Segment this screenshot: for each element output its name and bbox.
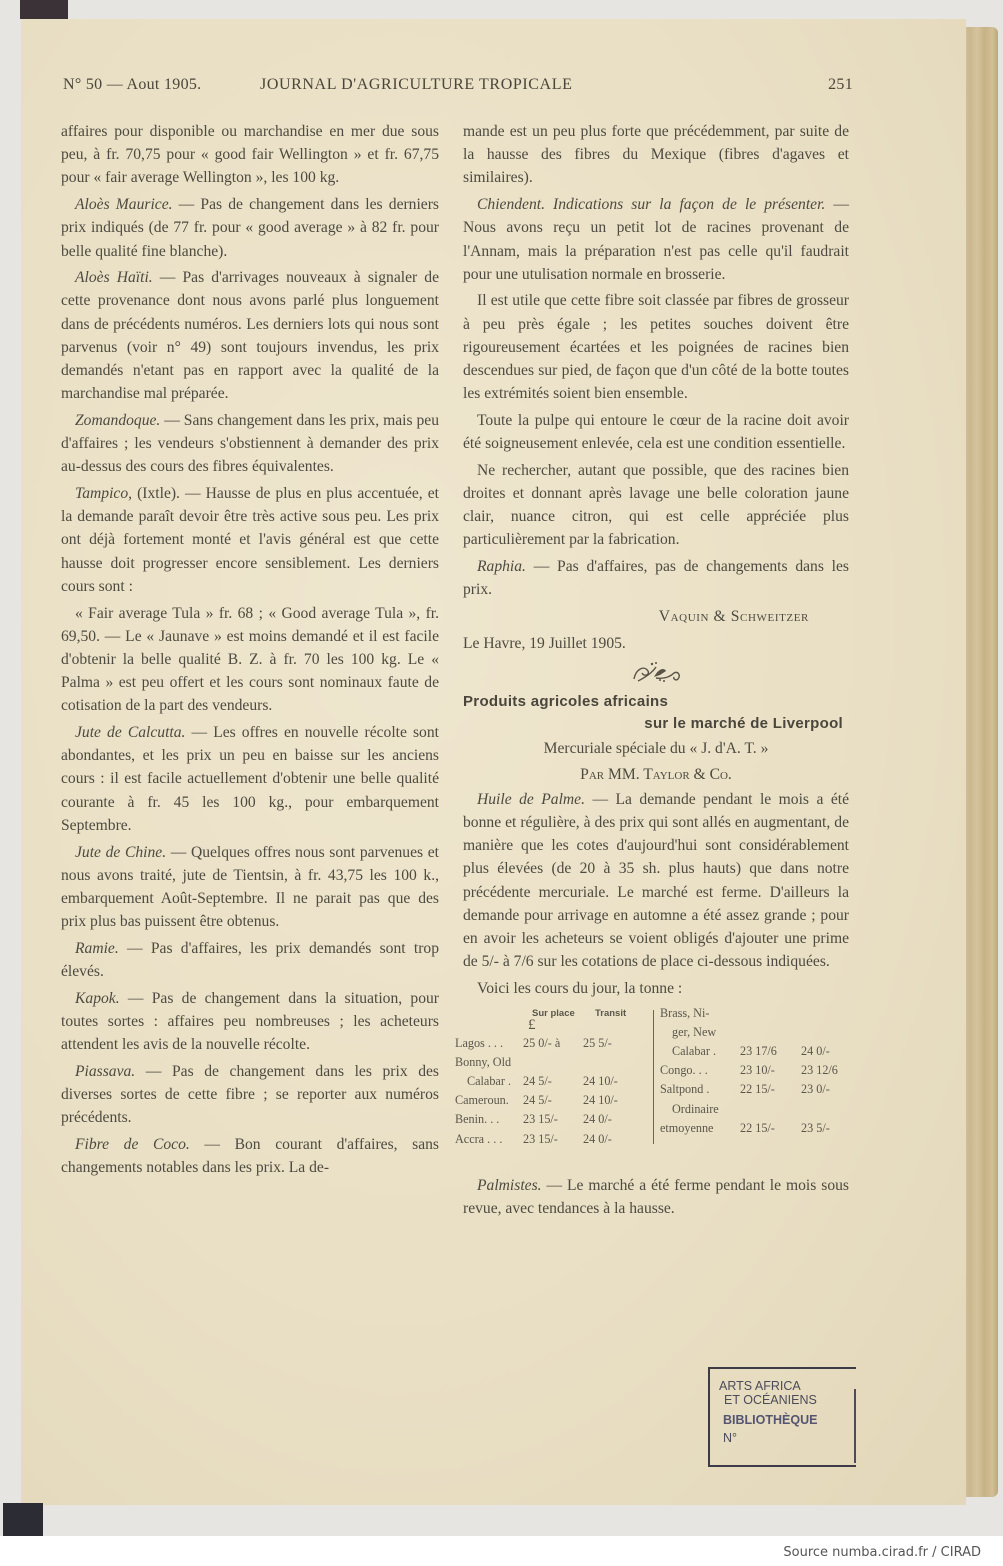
scan-corner-top xyxy=(20,0,68,19)
table-row xyxy=(660,1080,855,1099)
page-number: 251 xyxy=(828,76,853,93)
table-row xyxy=(455,1034,645,1053)
row-name: Congo. . . xyxy=(660,1063,708,1078)
stamp-line2: ET OCÉANIENS xyxy=(724,1393,817,1407)
section-title xyxy=(463,691,849,735)
table-row xyxy=(660,1100,855,1119)
table-row xyxy=(660,1004,855,1023)
row-name: etmoyenne xyxy=(660,1120,714,1135)
table-row xyxy=(455,1072,645,1091)
stamp-line4: N° xyxy=(723,1431,738,1445)
paragraph-ramie: Ramie. — Pas d'affaires, les prix demandés sont trop élevés. xyxy=(61,939,439,981)
row-transit: 24 0/- xyxy=(583,1131,612,1146)
stamp-border-right xyxy=(854,1389,856,1463)
right-column xyxy=(455,120,849,1224)
row-name: Ordinaire xyxy=(672,1101,719,1116)
table-row xyxy=(455,1130,645,1149)
row-sur-place: 23 15/- xyxy=(523,1112,558,1127)
paragraph-tula-prices: « Fair average Tula » fr. 68 ; « Good average Tula », fr. 69,50. — Le « Jaunave » est moins demandé et il est facile d'obtenir la belle qualité B. Z. à fr. 70 les 100 kg. Le « Palma » est peu offert et les cours sont nominaux faute de cotisation de la part des vendeurs. xyxy=(61,604,439,715)
row-transit: 24 10/- xyxy=(583,1093,618,1108)
table-row xyxy=(660,1061,855,1080)
row-sur-place: 24 5/- xyxy=(523,1093,552,1108)
section-byline: Par MM. Taylor & Co. xyxy=(580,765,732,783)
paragraph: Toute la pulpe qui entoure le cœur de la racine doit avoir été soigneusement enlevée, cela est une condition essentielle. xyxy=(463,411,849,453)
row-name: Benin. . . xyxy=(455,1112,500,1127)
paragraph-aloes-haiti: Aloès Haïti. — Pas d'arrivages nouveaux à signaler de cette provenance dont nous avons parlé plus longuement dans de précédents numéros. Les derniers lots qui nous sont parvenus (voir n° 49) sont toujours invendus, les prix demandés n'etant pas en rapport avec la qualité de la marchandise mal préparée. xyxy=(61,269,440,403)
paragraph: affaires pour disponible ou marchandise en mer due sous peu, à fr. 70,75 pour « good fair Wellington » et fr. 67,75 pour « fair average Wellington », les 100 kg. xyxy=(61,123,439,187)
row-transit: 23 0/- xyxy=(801,1082,830,1097)
table-row xyxy=(455,1110,645,1129)
stamp-line1: ARTS AFRICA xyxy=(719,1379,801,1393)
row-name: Accra . . . xyxy=(455,1131,503,1146)
paragraph-raphia: Raphia. — Pas d'affaires, pas de changements dans les prix. xyxy=(463,558,849,599)
stamp-border-bottom xyxy=(710,1465,838,1467)
row-sur-place: 22 15/- xyxy=(740,1120,775,1135)
row-name: Lagos . . . xyxy=(455,1035,504,1050)
table-row xyxy=(660,1042,855,1061)
table-row xyxy=(660,1119,855,1138)
library-stamp xyxy=(708,1367,856,1467)
row-name: Calabar . xyxy=(467,1074,511,1089)
left-column xyxy=(61,120,439,1183)
section-title-line2: sur le marché de Liverpool xyxy=(644,715,843,733)
paragraph-tampico: Tampico, (Ixtle). — Hausse de plus en plus accentuée, et la demande paraît devoir être très active sous peu. Les prix ont déjà fortement monté et l'avis général est que cette hausse doit progresser encore sensiblement. Les derniers cours sont : xyxy=(61,485,439,595)
issue-label: N° 50 — Aout 1905. xyxy=(63,76,202,93)
section-subtitle: Mercuriale spéciale du « J. d'A. T. » xyxy=(543,740,769,758)
row-transit: 24 0/- xyxy=(801,1044,830,1059)
price-table-left xyxy=(455,1034,645,1149)
floral-ornament-icon xyxy=(463,659,849,689)
paragraph-chiendent: Chiendent. Indications sur la façon de le présenter. — Nous avons reçu un petit lot de racines provenant de l'Annam, mais la préparation n'est pas celle qu'il faudrait pour une utulisation normale en brosserie. xyxy=(463,196,849,283)
column-header-sur-place: Sur place xyxy=(532,1007,575,1019)
paragraph-cours-du-jour: Voici les cours du jour, la tonne : xyxy=(477,980,683,997)
row-transit: 24 10/- xyxy=(583,1074,618,1089)
paragraph-huile-palme: Huile de Palme. — La demande pendant le mois a été bonne et régulière, à des prix qui sont allés en augmentant, de manière que les cotes d'aujourd'hui sont considérablement plus élevées (de 20 à 35 sh. plus hauts) que dans notre précédente mercuriale. Le marché est ferme. D'ailleurs la demande pour arrivage en automne a été assez grande ; pour en avoir les acheteurs se voient obligés d'ajouter une prime de 5/- à 7/6 sur les cotations de place ci-dessous indiquées. xyxy=(463,790,849,971)
table-row xyxy=(455,1091,645,1110)
row-sur-place: 23 15/- xyxy=(523,1131,558,1146)
section-title-line1: Produits agricoles africains xyxy=(463,693,669,711)
paragraph-palmistes: Palmistes. — Le marché a été ferme pendant le mois sous revue, avec tendances à la hausse. xyxy=(463,1176,849,1217)
column-header-transit: Transit xyxy=(595,1007,627,1019)
signature: Vaquin & Schweitzer xyxy=(658,608,809,626)
stamp-line3: BIBLIOTHÈQUE xyxy=(723,1413,818,1427)
row-name: Calabar . xyxy=(672,1044,716,1059)
row-transit: 25 5/- xyxy=(583,1035,612,1050)
row-transit: 24 0/- xyxy=(583,1112,612,1127)
paragraph-zomandoque: Zomandoque. — Sans changement dans les prix, mais peu d'affaires ; les vendeurs s'obstiennent à demander des prix au-dessus des cours des fibres équivalentes. xyxy=(61,411,439,476)
paragraph-jute-chine: Jute de Chine. — Quelques offres nous sont parvenues et nous avons traité, jute de Tientsin, à fr. 43,75 les 100 k., embarquement Août-Septembre. Il ne parait pas que des prix plus bas puissent être obtenus. xyxy=(61,843,439,931)
table-row xyxy=(455,1053,645,1072)
row-name: Saltpond . xyxy=(660,1082,710,1097)
row-name: ger, New xyxy=(672,1024,717,1039)
paragraph-kapok: Kapok. — Pas de changement dans la situation, pour toutes sortes : affaires peu nombreuses ; les acheteurs attendent les avis de la nouvelle récolte. xyxy=(61,989,439,1054)
paragraph: mande est un peu plus forte que précédemment, par suite de la hausse des fibres du Mexique (fibres d'agaves et similaires). xyxy=(463,123,849,187)
row-name: Brass, Ni- xyxy=(660,1005,710,1020)
paragraph-fibre-coco: Fibre de Coco. — Bon courant d'affaires, sans changements notables dans les prix. La de- xyxy=(61,1136,439,1177)
paragraph: Il est utile que cette fibre soit classée par fibres de grosseur à peu près égale ; les petites souches doivent être rigoureusement écartées et les poignées de racines bien descendues sur pied, de façon que d'un côté de la botte toutes les extrémités soient bien ensemble. xyxy=(463,292,849,403)
row-transit: 23 5/- xyxy=(801,1120,830,1135)
source-credit: Source numba.cirad.fr / CIRAD xyxy=(783,1545,981,1560)
price-table xyxy=(455,1004,855,1170)
dateline: Le Havre, 19 Juillet 1905. xyxy=(463,635,626,653)
row-sur-place: 23 17/6 xyxy=(740,1044,777,1059)
table-divider xyxy=(653,1010,654,1144)
row-sur-place: 22 15/- xyxy=(740,1082,775,1097)
paragraph-jute-calcutta: Jute de Calcutta. — Les offres en nouvelle récolte sont abondantes, et les prix un peu en baisse sur les anciens cours : il est facile actuellement d'obtenir une belle qualité courante à fr. 45 les 100 kg., pour embarquement Septembre. xyxy=(61,724,439,834)
journal-title: JOURNAL D'AGRICULTURE TROPICALE xyxy=(260,76,573,93)
paragraph-aloes-maurice: Aloès Maurice. — Pas de changement dans les derniers prix indiqués (de 77 fr. pour « good average » à 82 fr. pour belle qualité fine blanche). xyxy=(61,196,439,260)
row-sur-place: 25 0/- à xyxy=(523,1035,561,1050)
floral-ornament-svg xyxy=(626,659,686,685)
price-table-right xyxy=(660,1004,855,1138)
row-transit: 23 12/6 xyxy=(801,1063,838,1078)
row-name: Bonny, Old xyxy=(455,1054,512,1069)
row-sur-place: 23 10/- xyxy=(740,1063,775,1078)
row-sur-place: 24 5/- xyxy=(523,1074,552,1089)
currency-symbol: £ xyxy=(528,1016,536,1033)
paragraph: Ne rechercher, autant que possible, que des racines bien droites et donnant après lavage une belle coloration jaune clair, nuance citron, qui est celle appréciée plus particulièrement par la fabrication. xyxy=(463,461,849,549)
paragraph-piassava: Piassava. — Pas de changement dans les prix des diverses sortes de cette fibre ; se reporter aux numéros précédents. xyxy=(61,1062,439,1127)
scan-corner-bottom xyxy=(3,1503,43,1536)
table-row xyxy=(660,1023,855,1042)
row-name: Cameroun. xyxy=(455,1093,509,1108)
